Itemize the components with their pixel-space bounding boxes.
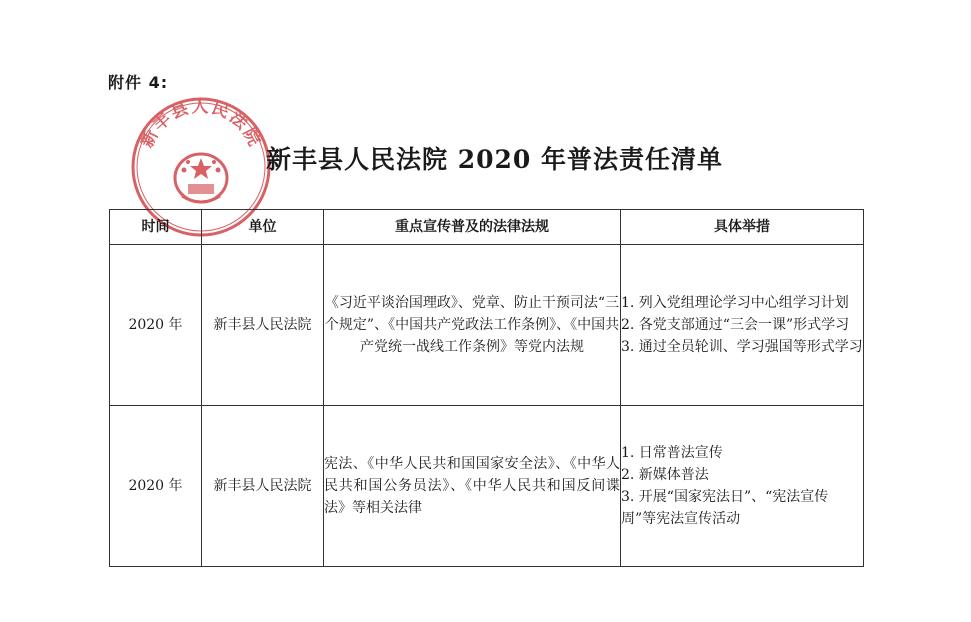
measure-item: 2. 各党支部通过“三会一课”形式学习 xyxy=(621,317,850,333)
cell-measures xyxy=(621,245,864,406)
svg-text:新丰县人民法院: 新丰县人民法院 xyxy=(137,96,265,151)
document-title: 新丰县人民法院 2020 年普法责任清单 xyxy=(266,145,723,174)
attachment-label: 附件 4: xyxy=(108,73,169,92)
measure-item: 3. 通过全员轮训、学习强国等形式学习 xyxy=(621,339,863,355)
cell-laws: 宪法、《中华人民共和国国家安全法》、《中华人民共和国公务员法》、《中华人民共和国反间谍法》等相关法律 xyxy=(324,406,621,567)
responsibility-table xyxy=(109,209,864,567)
measure-item: 3. 开展“国家宪法日”、“宪法宣传周”等宪法宣传活动 xyxy=(621,489,829,527)
table-header-row xyxy=(110,210,864,245)
header-laws: 重点宣传普及的法律法规 xyxy=(324,210,621,245)
table-row xyxy=(110,245,864,406)
header-unit: 单位 xyxy=(202,210,324,245)
cell-measures xyxy=(621,406,864,567)
cell-laws: 《习近平谈治国理政》、党章、防止干预司法“三个规定”、《中国共产党政法工作条例》、《中国共产党统一战线工作条例》等党内法规 xyxy=(324,245,621,406)
header-measures: 具体举措 xyxy=(621,210,864,245)
measure-item: 2. 新媒体普法 xyxy=(621,467,709,483)
cell-unit: 新丰县人民法院 xyxy=(202,406,324,567)
measure-item: 1. 日常普法宣传 xyxy=(621,445,723,461)
table-row xyxy=(110,406,864,567)
header-time: 时间 xyxy=(110,210,202,245)
cell-time: 2020 年 xyxy=(110,406,202,567)
cell-unit: 新丰县人民法院 xyxy=(202,245,324,406)
measure-item: 1. 列入党组理论学习中心组学习计划 xyxy=(621,295,849,311)
cell-time: 2020 年 xyxy=(110,245,202,406)
